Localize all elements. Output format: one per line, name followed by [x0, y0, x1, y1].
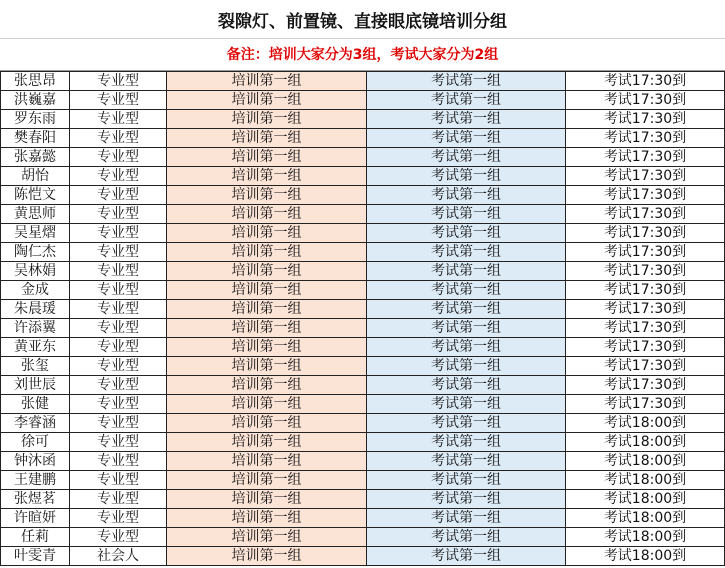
exam-time-cell[interactable]: 考试17:30到 — [566, 395, 725, 414]
exam-time-cell[interactable]: 考试17:30到 — [566, 376, 725, 395]
train-group-cell[interactable]: 培训第一组 — [167, 224, 367, 243]
exam-time-cell[interactable]: 考试17:30到 — [566, 281, 725, 300]
roster-table — [0, 71, 725, 566]
exam-group-cell[interactable]: 考试第一组 — [367, 148, 566, 167]
table-row — [1, 319, 725, 338]
table-row — [1, 338, 725, 357]
name-cell[interactable]: 樊春阳 — [1, 129, 70, 148]
table-row — [1, 91, 725, 110]
table-row — [1, 148, 725, 167]
type-cell[interactable]: 专业型 — [70, 357, 167, 376]
type-cell[interactable]: 专业型 — [70, 509, 167, 528]
train-group-cell[interactable]: 培训第一组 — [167, 414, 367, 433]
exam-time-cell[interactable]: 考试18:00到 — [566, 414, 725, 433]
exam-time-cell[interactable]: 考试18:00到 — [566, 452, 725, 471]
table-row — [1, 205, 725, 224]
table-row — [1, 509, 725, 528]
type-cell[interactable]: 专业型 — [70, 281, 167, 300]
type-cell[interactable]: 专业型 — [70, 243, 167, 262]
name-cell[interactable]: 许暄妍 — [1, 509, 70, 528]
table-row — [1, 433, 725, 452]
name-cell[interactable]: 许添翼 — [1, 319, 70, 338]
exam-group-cell[interactable]: 考试第一组 — [367, 490, 566, 509]
type-cell[interactable]: 专业型 — [70, 110, 167, 129]
type-cell[interactable]: 专业型 — [70, 262, 167, 281]
type-cell[interactable]: 专业型 — [70, 528, 167, 547]
exam-time-cell[interactable]: 考试18:00到 — [566, 509, 725, 528]
table-row — [1, 490, 725, 509]
train-group-cell[interactable]: 培训第一组 — [167, 338, 367, 357]
type-cell[interactable]: 专业型 — [70, 338, 167, 357]
type-cell[interactable]: 专业型 — [70, 433, 167, 452]
train-group-cell[interactable]: 培训第一组 — [167, 319, 367, 338]
exam-group-cell[interactable]: 考试第一组 — [367, 547, 566, 566]
sheet-title[interactable]: 裂隙灯、前置镜、直接眼底镜培训分组 — [0, 0, 725, 39]
table-row — [1, 224, 725, 243]
name-cell[interactable]: 任莉 — [1, 528, 70, 547]
name-cell[interactable]: 张煜茗 — [1, 490, 70, 509]
table-row — [1, 452, 725, 471]
train-group-cell[interactable]: 培训第一组 — [167, 243, 367, 262]
type-cell[interactable]: 专业型 — [70, 167, 167, 186]
train-group-cell[interactable]: 培训第一组 — [167, 110, 367, 129]
exam-group-cell[interactable]: 考试第一组 — [367, 414, 566, 433]
exam-group-cell[interactable]: 考试第一组 — [367, 433, 566, 452]
type-cell[interactable]: 专业型 — [70, 300, 167, 319]
type-cell[interactable]: 社会人 — [70, 547, 167, 566]
type-cell[interactable]: 专业型 — [70, 395, 167, 414]
exam-group-cell[interactable]: 考试第一组 — [367, 243, 566, 262]
table-row — [1, 167, 725, 186]
table-row — [1, 186, 725, 205]
type-cell[interactable]: 专业型 — [70, 205, 167, 224]
exam-group-cell[interactable]: 考试第一组 — [367, 91, 566, 110]
train-group-cell[interactable]: 培训第一组 — [167, 300, 367, 319]
train-group-cell[interactable]: 培训第一组 — [167, 281, 367, 300]
exam-time-cell[interactable]: 考试17:30到 — [566, 148, 725, 167]
train-group-cell[interactable]: 培训第一组 — [167, 395, 367, 414]
exam-group-cell[interactable]: 考试第一组 — [367, 129, 566, 148]
train-group-cell[interactable]: 培训第一组 — [167, 129, 367, 148]
exam-group-cell[interactable]: 考试第一组 — [367, 186, 566, 205]
name-cell[interactable]: 黄亚东 — [1, 338, 70, 357]
train-group-cell[interactable]: 培训第一组 — [167, 205, 367, 224]
train-group-cell[interactable]: 培训第一组 — [167, 547, 367, 566]
exam-time-cell[interactable]: 考试17:30到 — [566, 357, 725, 376]
table-row — [1, 243, 725, 262]
name-cell[interactable]: 吴林娟 — [1, 262, 70, 281]
name-cell[interactable]: 张思昂 — [1, 72, 70, 91]
train-group-cell[interactable]: 培训第一组 — [167, 167, 367, 186]
name-cell[interactable]: 张嘉懿 — [1, 148, 70, 167]
table-row — [1, 129, 725, 148]
type-cell[interactable]: 专业型 — [70, 452, 167, 471]
type-cell[interactable]: 专业型 — [70, 490, 167, 509]
table-row — [1, 300, 725, 319]
name-cell[interactable]: 吴星熠 — [1, 224, 70, 243]
exam-group-cell[interactable]: 考试第一组 — [367, 110, 566, 129]
exam-group-cell[interactable]: 考试第一组 — [367, 281, 566, 300]
name-cell[interactable]: 李睿涵 — [1, 414, 70, 433]
exam-time-cell[interactable]: 考试17:30到 — [566, 224, 725, 243]
table-row — [1, 262, 725, 281]
table-row — [1, 395, 725, 414]
exam-group-cell[interactable]: 考试第一组 — [367, 205, 566, 224]
exam-time-cell[interactable]: 考试17:30到 — [566, 167, 725, 186]
exam-time-cell[interactable]: 考试18:00到 — [566, 528, 725, 547]
train-group-cell[interactable]: 培训第一组 — [167, 262, 367, 281]
train-group-cell[interactable]: 培训第一组 — [167, 186, 367, 205]
name-cell[interactable]: 王建鹏 — [1, 471, 70, 490]
train-group-cell[interactable]: 培训第一组 — [167, 357, 367, 376]
exam-time-cell[interactable]: 考试17:30到 — [566, 243, 725, 262]
name-cell[interactable]: 金成 — [1, 281, 70, 300]
train-group-cell[interactable]: 培训第一组 — [167, 528, 367, 547]
train-group-cell[interactable]: 培训第一组 — [167, 72, 367, 91]
type-cell[interactable]: 专业型 — [70, 72, 167, 91]
roster-body — [1, 72, 725, 566]
exam-group-cell[interactable]: 考试第一组 — [367, 528, 566, 547]
exam-group-cell[interactable]: 考试第一组 — [367, 452, 566, 471]
type-cell[interactable]: 专业型 — [70, 129, 167, 148]
table-row — [1, 528, 725, 547]
exam-group-cell[interactable]: 考试第一组 — [367, 338, 566, 357]
table-row — [1, 281, 725, 300]
exam-time-cell[interactable]: 考试18:00到 — [566, 547, 725, 566]
train-group-cell[interactable]: 培训第一组 — [167, 148, 367, 167]
exam-time-cell[interactable]: 考试17:30到 — [566, 91, 725, 110]
table-row — [1, 547, 725, 566]
train-group-cell[interactable]: 培训第一组 — [167, 471, 367, 490]
name-cell[interactable]: 陶仁杰 — [1, 243, 70, 262]
exam-time-cell[interactable]: 考试17:30到 — [566, 262, 725, 281]
note-text[interactable]: 备注：培训大家分为3组，考试大家分为2组 — [0, 38, 725, 71]
type-cell[interactable]: 专业型 — [70, 471, 167, 490]
type-cell[interactable]: 专业型 — [70, 91, 167, 110]
type-cell[interactable]: 专业型 — [70, 148, 167, 167]
type-cell[interactable]: 专业型 — [70, 224, 167, 243]
train-group-cell[interactable]: 培训第一组 — [167, 452, 367, 471]
train-group-cell[interactable]: 培训第一组 — [167, 490, 367, 509]
name-cell[interactable]: 刘世辰 — [1, 376, 70, 395]
train-group-cell[interactable]: 培训第一组 — [167, 91, 367, 110]
exam-time-cell[interactable]: 考试18:00到 — [566, 490, 725, 509]
exam-group-cell[interactable]: 考试第一组 — [367, 376, 566, 395]
name-cell[interactable]: 徐可 — [1, 433, 70, 452]
exam-time-cell[interactable]: 考试18:00到 — [566, 433, 725, 452]
type-cell[interactable]: 专业型 — [70, 414, 167, 433]
exam-time-cell[interactable]: 考试17:30到 — [566, 129, 725, 148]
table-row — [1, 471, 725, 490]
name-cell[interactable]: 黄思师 — [1, 205, 70, 224]
name-cell[interactable]: 钟沐函 — [1, 452, 70, 471]
train-group-cell[interactable]: 培训第一组 — [167, 376, 367, 395]
name-cell[interactable]: 张健 — [1, 395, 70, 414]
exam-group-cell[interactable]: 考试第一组 — [367, 319, 566, 338]
exam-group-cell[interactable]: 考试第一组 — [367, 357, 566, 376]
exam-time-cell[interactable]: 考试17:30到 — [566, 338, 725, 357]
exam-time-cell[interactable]: 考试17:30到 — [566, 300, 725, 319]
name-cell[interactable]: 朱晨瑗 — [1, 300, 70, 319]
name-cell[interactable]: 胡怡 — [1, 167, 70, 186]
type-cell[interactable]: 专业型 — [70, 186, 167, 205]
exam-time-cell[interactable]: 考试17:30到 — [566, 72, 725, 91]
name-cell[interactable]: 叶雯青 — [1, 547, 70, 566]
exam-group-cell[interactable]: 考试第一组 — [367, 72, 566, 91]
table-row — [1, 72, 725, 91]
exam-time-cell[interactable]: 考试17:30到 — [566, 186, 725, 205]
exam-group-cell[interactable]: 考试第一组 — [367, 300, 566, 319]
exam-group-cell[interactable]: 考试第一组 — [367, 167, 566, 186]
exam-time-cell[interactable]: 考试17:30到 — [566, 110, 725, 129]
name-cell[interactable]: 罗东雨 — [1, 110, 70, 129]
name-cell[interactable]: 陈恺文 — [1, 186, 70, 205]
exam-group-cell[interactable]: 考试第一组 — [367, 262, 566, 281]
exam-group-cell[interactable]: 考试第一组 — [367, 471, 566, 490]
name-cell[interactable]: 洪巍嘉 — [1, 91, 70, 110]
train-group-cell[interactable]: 培训第一组 — [167, 433, 367, 452]
exam-group-cell[interactable]: 考试第一组 — [367, 224, 566, 243]
table-row — [1, 376, 725, 395]
table-row — [1, 357, 725, 376]
train-group-cell[interactable]: 培训第一组 — [167, 509, 367, 528]
exam-time-cell[interactable]: 考试17:30到 — [566, 319, 725, 338]
exam-time-cell[interactable]: 考试18:00到 — [566, 471, 725, 490]
exam-group-cell[interactable]: 考试第一组 — [367, 509, 566, 528]
exam-time-cell[interactable]: 考试17:30到 — [566, 205, 725, 224]
type-cell[interactable]: 专业型 — [70, 319, 167, 338]
name-cell[interactable]: 张玺 — [1, 357, 70, 376]
exam-group-cell[interactable]: 考试第一组 — [367, 395, 566, 414]
table-row — [1, 110, 725, 129]
table-row — [1, 414, 725, 433]
type-cell[interactable]: 专业型 — [70, 376, 167, 395]
